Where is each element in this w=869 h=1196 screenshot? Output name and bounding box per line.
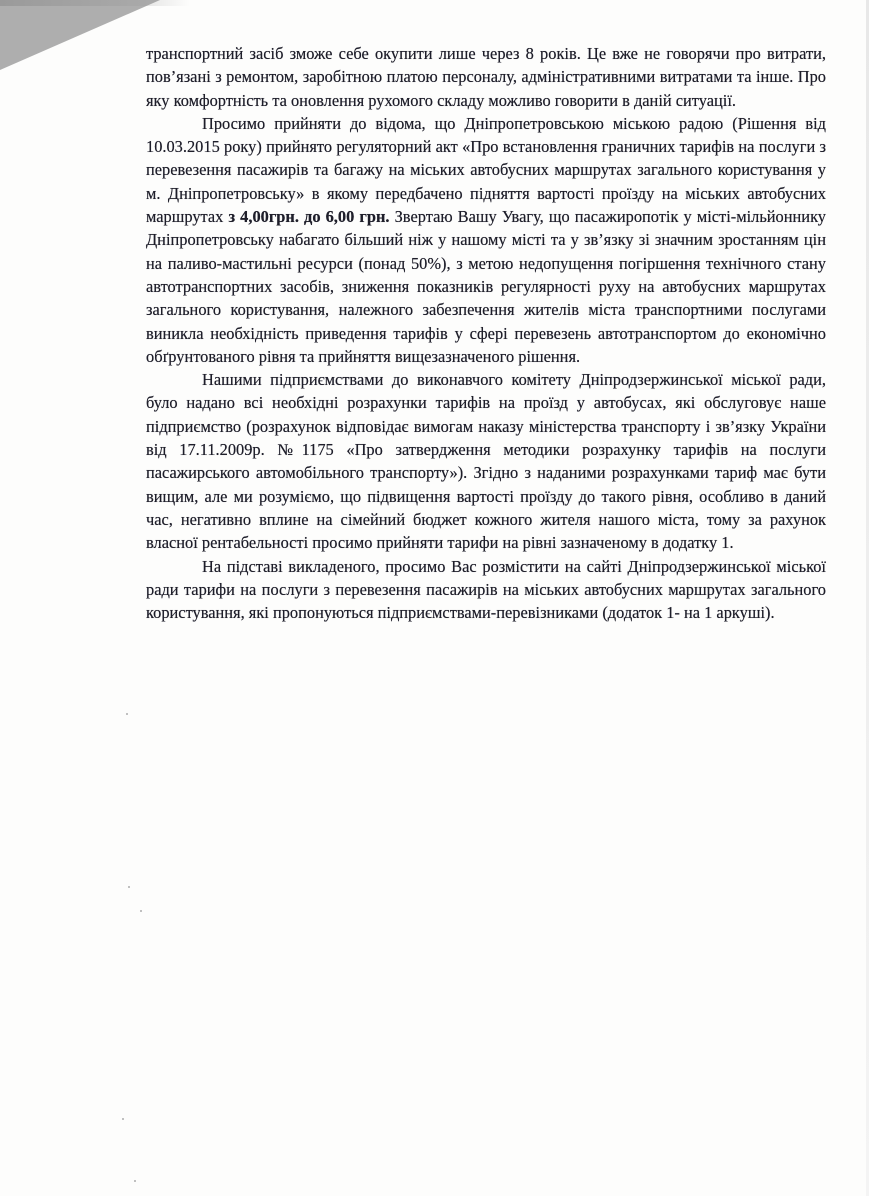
corner-shadow — [0, 0, 190, 6]
scan-speck — [140, 910, 142, 912]
paragraph-3-text: Нашими підприємствами до виконавчого комітету Дніпродзержинської міської ради, було надано всі необхідні розрахунки тарифів на проїзд у автобусах, які обслуговує наше підприємство (розрахунок відповідає вимогам наказу міністерства транспорту і зв’язку України від 17.11.2009р. №1175 «Про затвердження методики розрахунку тарифів на послуги пасажирського автомобільного транспорту»). Згідно з наданими розрахунками тариф має бути вищим, але ми розуміємо, що підвищення вартості проїзду до такого рівня, особливо в даний час, негативно вплине на сімейний бюджет кожного жителя нашого міста, тому за рахунок власної рентабельності просимо прийняти тарифи на рівні зазначеному в додатку 1. — [146, 370, 826, 553]
scan-speck — [126, 713, 128, 715]
paragraph-1-text: транспортний засіб зможе себе окупити лише через 8 років. Це вже не говорячи про витрати, пов’язані з ремонтом, заробітною платою персоналу, адміністративними витратами та інше. Про яку комфортність та оновлення рухомого складу можливо говорити в даній ситуації. — [146, 44, 826, 110]
paragraph-request — [146, 555, 826, 625]
scan-speck — [122, 1118, 124, 1120]
paragraph-calculations — [146, 368, 826, 554]
paragraph-regulatory-act — [146, 112, 826, 368]
scan-speck — [134, 1180, 136, 1182]
paragraph-2-text-a: Просимо прийняти до відома, що Дніпропетровською міською радою (Рішення від 10.03.2015 року) прийнято регуляторний акт «Про встановлення граничних тарифів на послуги з перевезення пасажирів та багажу на міських автобусних маршрутах загального користування у — [146, 113, 826, 180]
letter-body — [146, 42, 826, 624]
paragraph-2-text-c: Звертаю Вашу Увагу, що пасажиропотік у місті-мільйоннику Дніпропетровську набагато більший ніж у нашому місті та у зв’язку зі значним зростанням цін на паливо-мастильні ресурси (понад 50%), з метою недопущення погіршення технічного стану автотранспортних засобів, зниження показників регулярності руху на автобусних маршрутах загального користування, належного забезпечення жителів міста транспортними послугами виникла необхідність приведення тарифів у сфері перевезень автотранспортом до економічно обґрунтованого рівня та прийняття вищезазначеного рішення. — [146, 207, 826, 366]
folded-corner — [0, 0, 160, 70]
paragraph-4-text: На підставі викладеного, просимо Вас розмістити на сайті Дніпродзержинської міської ради тарифи на послуги з перевезення пасажирів на міських автобусних маршрутах загального користування, які пропонуються підприємствами-перевізниками (додаток 1- на 1 аркуші). — [146, 556, 826, 623]
paragraph-2-text-b: м. Дніпропетровську» в якому передбачено підняття вартості проїзду на міських автобусних маршрутах — [146, 183, 826, 227]
fare-change-highlight: з 4,00грн. до 6,00 грн. — [228, 207, 390, 227]
scan-speck — [128, 886, 130, 888]
paragraph-continuation — [146, 42, 826, 112]
